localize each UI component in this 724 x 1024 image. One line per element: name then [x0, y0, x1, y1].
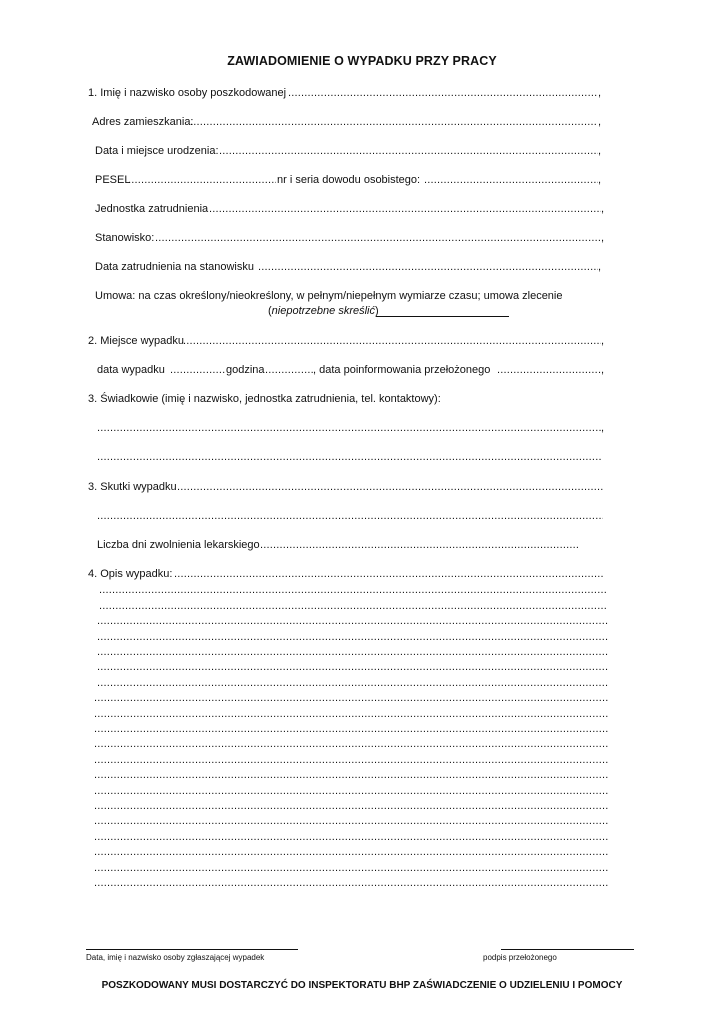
description-line[interactable]: [94, 692, 609, 705]
notify-date-field[interactable]: [497, 364, 601, 377]
unit-label: Jednostka zatrudnienia: [95, 203, 209, 215]
comma: ,: [598, 145, 602, 157]
pesel-label: PESEL: [95, 174, 131, 186]
address-label: Adres zamieszkania:: [92, 116, 194, 128]
description-line[interactable]: [94, 754, 609, 767]
description-line[interactable]: [97, 631, 609, 644]
comma: ,: [598, 174, 602, 186]
footer-notice: POSZKODOWANY MUSI DOSTARCZYĆ DO INSPEKTORATU BHP ZAŚWIADCZENIE O UDZIELENIU I POMOCY: [101, 980, 623, 991]
description-line[interactable]: [94, 800, 609, 813]
position-field[interactable]: [155, 232, 601, 245]
description-line[interactable]: [97, 646, 609, 659]
idcard-field[interactable]: [424, 174, 598, 187]
reporter-signature-label: Data, imię i nazwisko osoby zgłaszającej wypadek: [86, 953, 265, 962]
description-line[interactable]: [97, 661, 609, 674]
comma: ,: [601, 364, 605, 376]
contract-underline[interactable]: [376, 316, 509, 317]
sick-days-field[interactable]: [260, 539, 578, 552]
description-line[interactable]: [94, 877, 609, 890]
sick-days-label: Liczba dni zwolnienia lekarskiego: [97, 539, 260, 551]
description-line[interactable]: [99, 600, 606, 613]
hour-field[interactable]: [265, 364, 315, 377]
description-line[interactable]: [99, 584, 606, 597]
supervisor-signature-label: podpis przełożonego: [483, 953, 557, 962]
description-line[interactable]: [94, 769, 609, 782]
birth-label: Data i miejsce urodzenia:: [95, 145, 219, 157]
description-label: 4. Opis wypadku:: [88, 568, 173, 580]
description-line[interactable]: [94, 708, 609, 721]
description-line[interactable]: [94, 846, 609, 859]
hour-label: godzina: [226, 364, 265, 376]
employment-date-field[interactable]: [258, 261, 598, 274]
witnesses-label: 3. Świadkowie (imię i nazwisko, jednostka zatrudnienia, tel. kontaktowy):: [88, 393, 441, 405]
birth-field[interactable]: [219, 145, 598, 158]
effects-field[interactable]: [177, 481, 603, 494]
witnesses-line-1[interactable]: [97, 422, 601, 435]
effects-line-2[interactable]: [97, 510, 603, 523]
description-field[interactable]: [174, 568, 604, 581]
unit-field[interactable]: [209, 203, 601, 216]
name-field[interactable]: [288, 87, 598, 100]
contract-note: (niepotrzebne skreślić): [268, 305, 379, 317]
description-line[interactable]: [94, 862, 609, 875]
name-label: 1. Imię i nazwisko osoby poszkodowanej: [88, 87, 287, 99]
comma: ,: [601, 422, 605, 434]
accident-date-label: data wypadku: [97, 364, 165, 376]
idcard-label: nr i seria dowodu osobistego:: [277, 174, 421, 186]
pesel-field[interactable]: [128, 174, 276, 187]
description-line[interactable]: [94, 815, 609, 828]
accident-date-field[interactable]: [170, 364, 226, 377]
place-label: 2. Miejsce wypadku: [88, 335, 184, 347]
description-line[interactable]: [97, 615, 609, 628]
description-line[interactable]: [97, 677, 609, 690]
description-line[interactable]: [94, 785, 609, 798]
supervisor-signature-line[interactable]: [501, 949, 634, 950]
address-field[interactable]: [190, 116, 598, 129]
position-label: Stanowisko:: [95, 232, 155, 244]
witnesses-line-2[interactable]: [97, 451, 601, 464]
comma: ,: [601, 335, 605, 347]
description-line[interactable]: [94, 723, 609, 736]
contract-label: Umowa: na czas określony/nieokreślony, w pełnym/niepełnym wymiarze czasu; umowa zlecenie: [95, 290, 563, 302]
page-title: ZAWIADOMIENIE O WYPADKU PRZY PRACY: [227, 54, 497, 68]
description-line[interactable]: [94, 738, 609, 751]
place-field[interactable]: [183, 335, 601, 348]
comma: ,: [598, 87, 602, 99]
effects-label: 3. Skutki wypadku: [88, 481, 177, 493]
description-line[interactable]: [94, 831, 609, 844]
comma: ,: [598, 261, 602, 273]
reporter-signature-line[interactable]: [86, 949, 298, 950]
comma: ,: [601, 203, 605, 215]
notify-date-label: , data poinformowania przełożonego: [313, 364, 491, 376]
employment-date-label: Data zatrudnienia na stanowisku: [95, 261, 254, 273]
comma: ,: [601, 232, 605, 244]
comma: ,: [598, 116, 602, 128]
